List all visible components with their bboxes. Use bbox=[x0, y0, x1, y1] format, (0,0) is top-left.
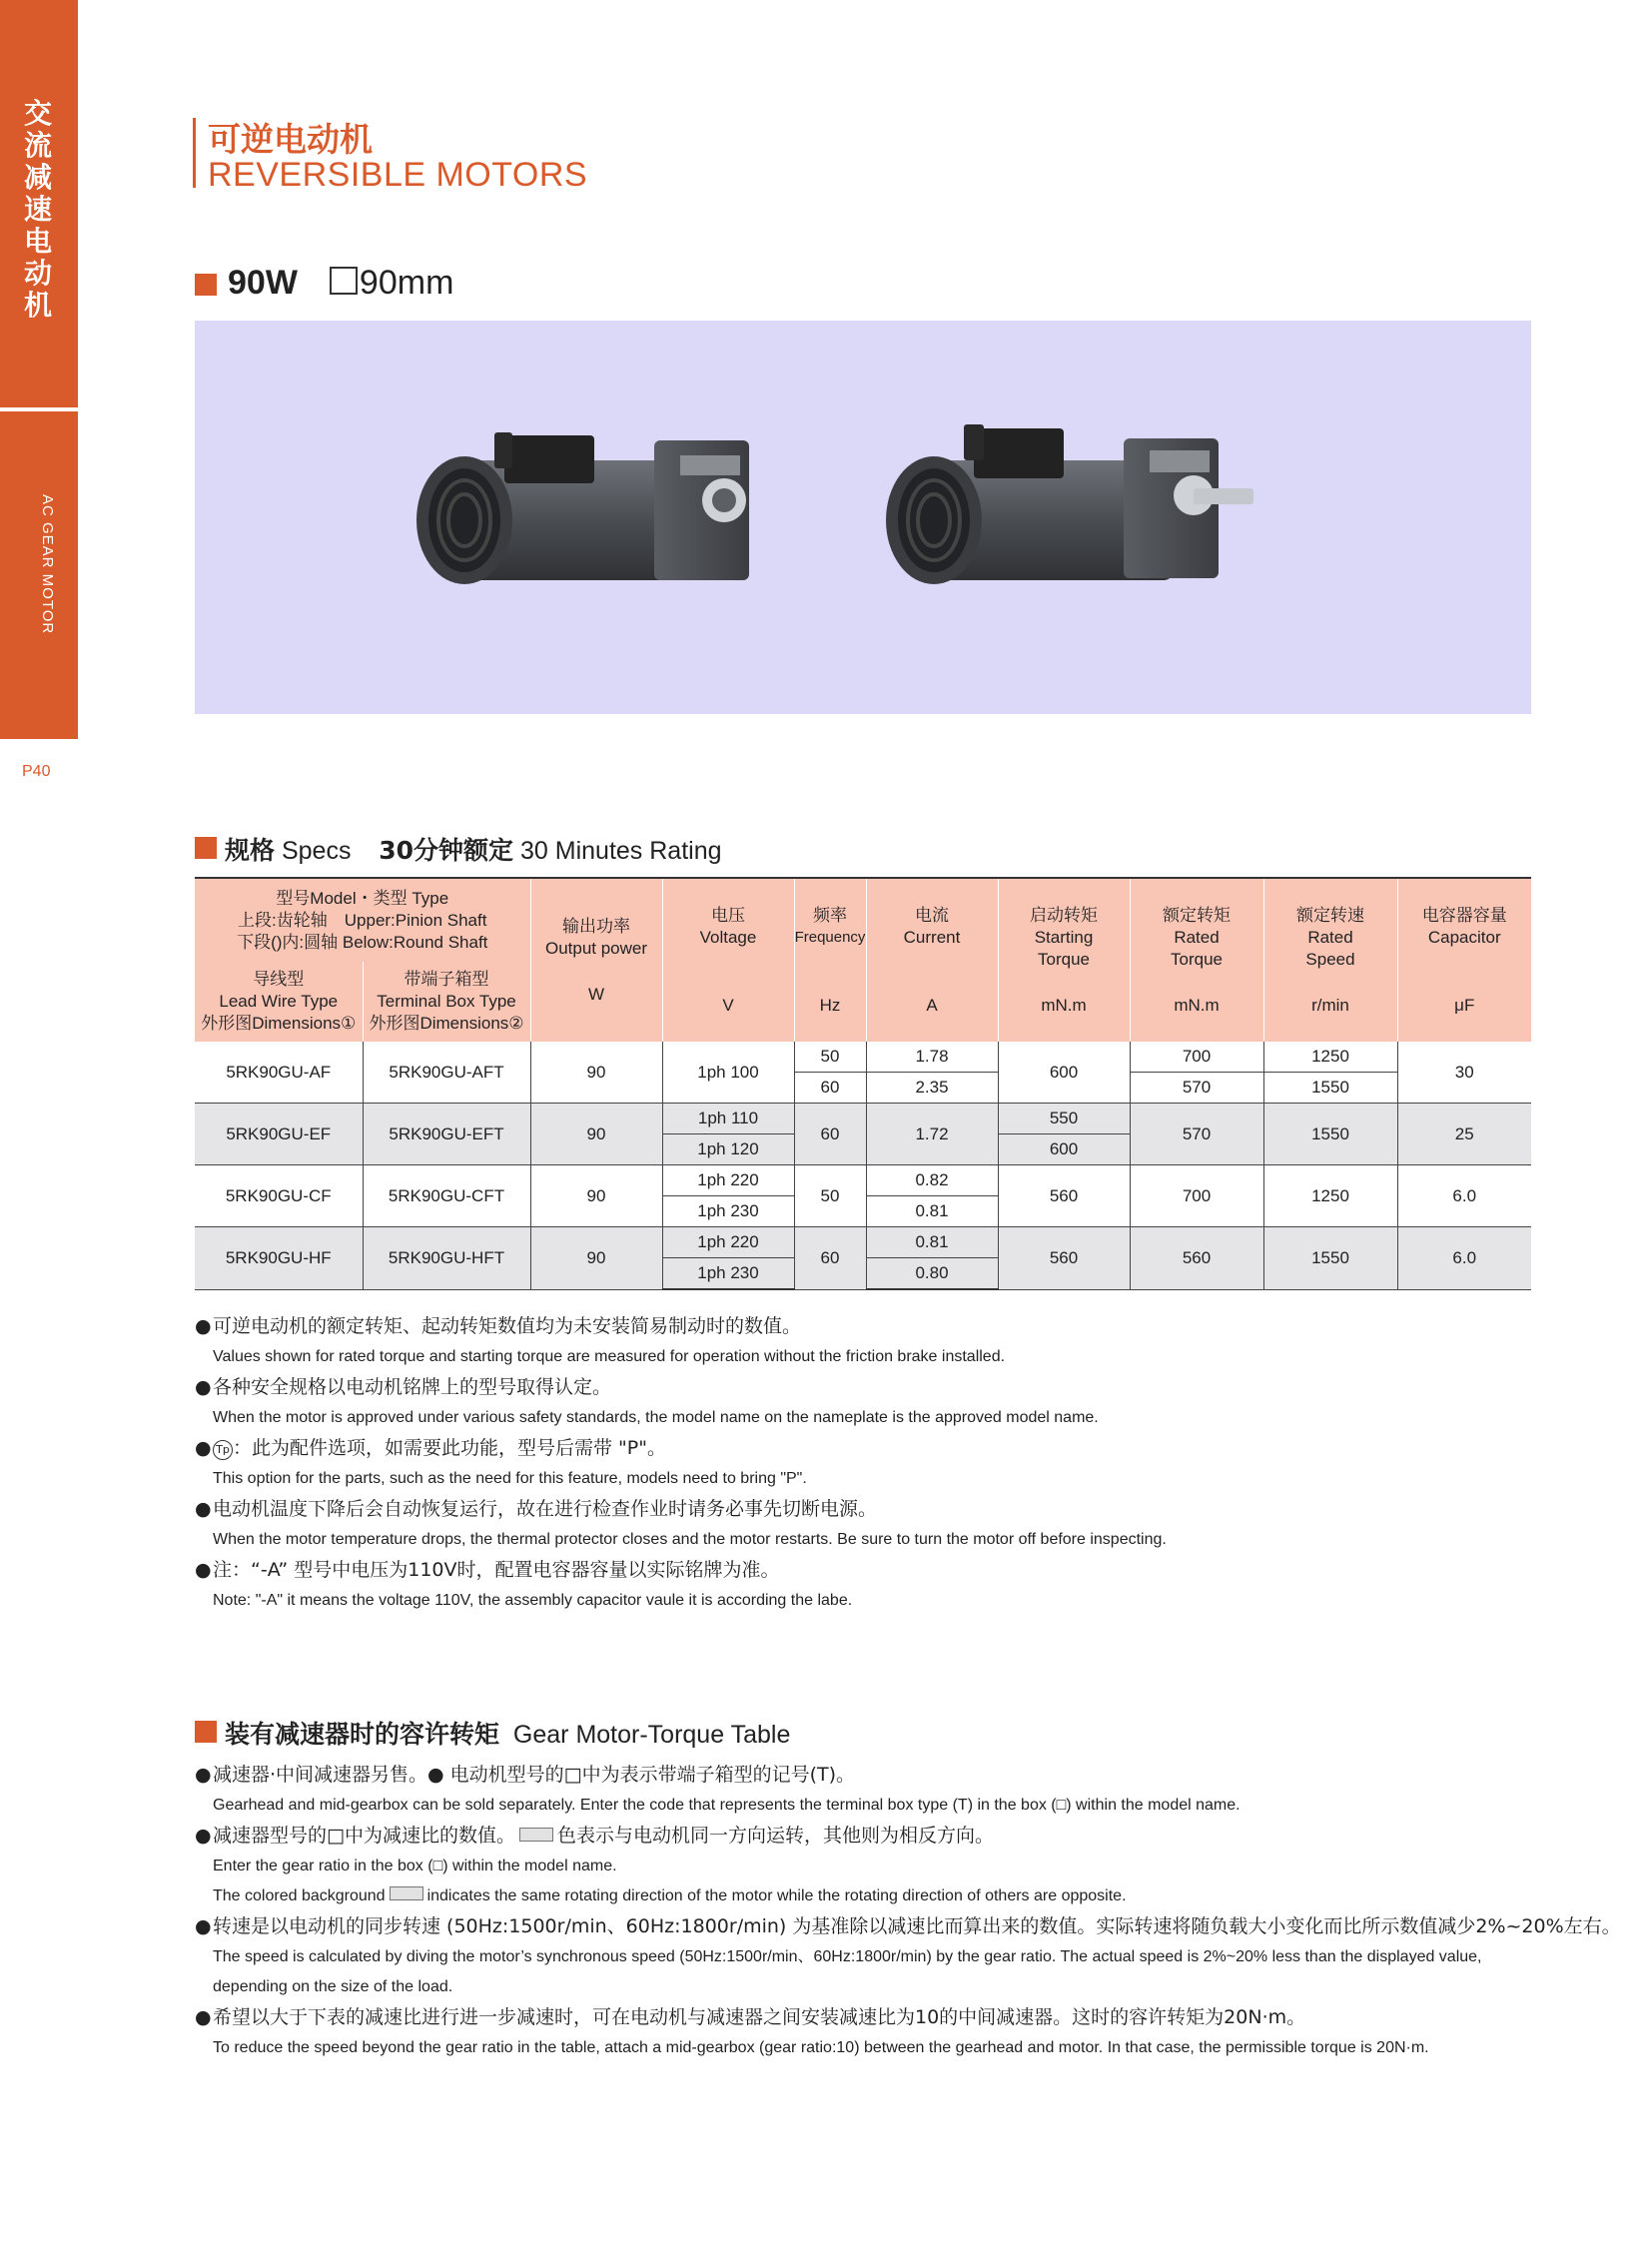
note-en: When the motor is approved under various safety standards, the model name on the nameplate is the approved model name. bbox=[213, 1409, 1099, 1426]
color-swatch-icon bbox=[519, 1828, 553, 1842]
note-en: Gearhead and mid-gearbox can be sold separately. Enter the code that represents the terminal box type (T) in the box (□) within the model name. bbox=[213, 1797, 1240, 1814]
col-header-rated-speed: 额定转速 Rated Speed r/min bbox=[1263, 878, 1397, 1042]
specs-notes bbox=[195, 1311, 1167, 1616]
table-row: 60 2.35 570 1550 bbox=[195, 1073, 1531, 1104]
note-cn: ●转速是以电动机的同步转速 (50Hz:1500r/min、60Hz:1800r/min) 为基准除以减速比而算出来的数值。实际转速将随负载大小变化而比所示数值减少2%~20%左右。 bbox=[195, 1915, 1621, 1937]
table-row: 5RK90GU-EF 5RK90GU-EFT 90 1ph 110 60 1.72 550 570 1550 25 bbox=[195, 1104, 1531, 1134]
table-row: 5RK90GU-HF 5RK90GU-HFT 90 1ph 220 60 0.81 560 560 1550 6.0 bbox=[195, 1227, 1531, 1258]
note-cn: ●希望以大于下表的减速比进行进一步减速时，可在电动机与减速器之间安装减速比为10的中间减速器。这时的容许转矩为20N·m。 bbox=[195, 2006, 1306, 2028]
table-row: 1ph 230 0.80 bbox=[195, 1258, 1531, 1290]
col-header-current: 电流 Current A bbox=[866, 878, 998, 1042]
page-title-cn: 可逆电动机 bbox=[208, 120, 373, 159]
square-frame-icon bbox=[330, 267, 358, 295]
sidebar-category-label: AC GEAR MOTOR bbox=[39, 494, 56, 635]
sidebar-vertical-title: 交 流 减 速 电 动 机 bbox=[23, 97, 52, 322]
terminal-box-type-header: 带端子箱型 Terminal Box Type 外形图Dimensions② bbox=[363, 962, 530, 1042]
table-row: 1ph 120 600 bbox=[195, 1134, 1531, 1165]
note-cn: ● Tp ：此为配件选项，如需要此功能，型号后需带 "P"。 bbox=[195, 1437, 666, 1459]
note-en: Note: "-A" it means the voltage 110V, the assembly capacitor vaule it is according the labe. bbox=[213, 1592, 853, 1609]
note-en: The colored background indicates the same rotating direction of the motor while the rotating direction of others are opposite. bbox=[213, 1887, 1127, 1904]
note-cn: ●可逆电动机的额定转矩、起动转矩数值均为未安装简易制动时的数值。 bbox=[195, 1315, 802, 1337]
note-cn: ●各种安全规格以电动机铭牌上的型号取得认定。 bbox=[195, 1376, 612, 1398]
note-cn: ●减速器·中间减速器另售。● 电动机型号的□中为表示带端子箱型的记号(T)。 bbox=[195, 1764, 856, 1786]
specs-table bbox=[195, 877, 1531, 1290]
note-cn: ●减速器型号的□中为减速比的数值。 色表示与电动机同一方向运转，其他则为相反方向。 bbox=[195, 1825, 994, 1847]
note-en: Enter the gear ratio in the box (□) within the model name. bbox=[213, 1858, 617, 1874]
motor-image-right bbox=[886, 424, 1253, 584]
col-header-capacitor: 电容器容量 Capacitor μF bbox=[1397, 878, 1531, 1042]
gear-torque-heading: 装有减速器时的容许转矩 Gear Motor-Torque Table bbox=[225, 1720, 791, 1749]
col-header-starting-torque: 启动转矩 Starting Torque mN.m bbox=[998, 878, 1130, 1042]
section-marker-icon bbox=[195, 837, 217, 859]
sidebar-divider bbox=[0, 407, 78, 411]
col-header-rated-torque: 额定转矩 Rated Torque mN.m bbox=[1130, 878, 1263, 1042]
model-type-header: 型号Model・类型 Type 上段:齿轮轴 Upper:Pinion Shaft 下段()内:圆轴 Below:Round Shaft bbox=[195, 878, 530, 962]
page-title-en: REVERSIBLE MOTORS bbox=[208, 156, 588, 194]
gear-notes bbox=[195, 1760, 1621, 2063]
note-en: When the motor temperature drops, the thermal protector closes and the motor restarts. Be sure to turn the motor off before inspecting. bbox=[213, 1531, 1167, 1548]
color-swatch-icon bbox=[390, 1886, 423, 1900]
note-en: The speed is calculated by diving the motor’s synchronous speed (50Hz:1500r/min、60Hz:1800r/min) by the gear ratio. The actual speed is 2%~20% less than the displayed value, bbox=[213, 1948, 1482, 1965]
note-cn: ●电动机温度下降后会自动恢复运行，故在进行检查作业时请务必事先切断电源。 bbox=[195, 1498, 878, 1520]
section-marker-icon bbox=[195, 274, 217, 296]
lead-wire-type-header: 导线型 Lead Wire Type 外形图Dimensions① bbox=[195, 962, 363, 1042]
col-header-voltage: 电压 Voltage V bbox=[662, 878, 794, 1042]
note-en: This option for the parts, such as the need for this feature, models need to bring "P". bbox=[213, 1470, 807, 1487]
note-cn: ●注：“-A” 型号中电压为110V时，配置电容器容量以实际铭牌为准。 bbox=[195, 1559, 780, 1581]
table-row: 5RK90GU-CF 5RK90GU-CFT 90 1ph 220 50 0.82 560 700 1250 6.0 bbox=[195, 1165, 1531, 1196]
tp-option-icon: Tp bbox=[213, 1440, 233, 1460]
section-marker-icon bbox=[195, 1721, 217, 1743]
specs-heading: 规格 Specs 30分钟额定 30 Minutes Rating bbox=[225, 836, 722, 865]
col-header-frequency: 频率 Frequency Hz bbox=[794, 878, 866, 1042]
motor-images bbox=[195, 321, 1531, 714]
page-number: P40 bbox=[22, 763, 51, 780]
note-en: depending on the size of the load. bbox=[213, 1978, 453, 1995]
col-header-output: 输出功率 Output power W bbox=[530, 878, 662, 1042]
note-en: Values shown for rated torque and starting torque are measured for operation without the friction brake installed. bbox=[213, 1348, 1006, 1365]
sidebar bbox=[0, 0, 78, 739]
table-row: 5RK90GU-AF 5RK90GU-AFT 90 1ph 100 50 1.78 600 700 1250 30 bbox=[195, 1042, 1531, 1073]
product-photo bbox=[195, 321, 1531, 714]
title-accent-bar bbox=[193, 118, 196, 188]
table-row: 1ph 230 0.81 bbox=[195, 1196, 1531, 1227]
motor-image-left bbox=[416, 432, 749, 584]
motor-size-heading: 90W 90mm bbox=[228, 264, 454, 302]
note-en: To reduce the speed beyond the gear ratio in the table, attach a mid-gearbox (gear ratio:10) between the gearhead and motor. In that case, the permissible torque is 20N·m. bbox=[213, 2039, 1429, 2056]
